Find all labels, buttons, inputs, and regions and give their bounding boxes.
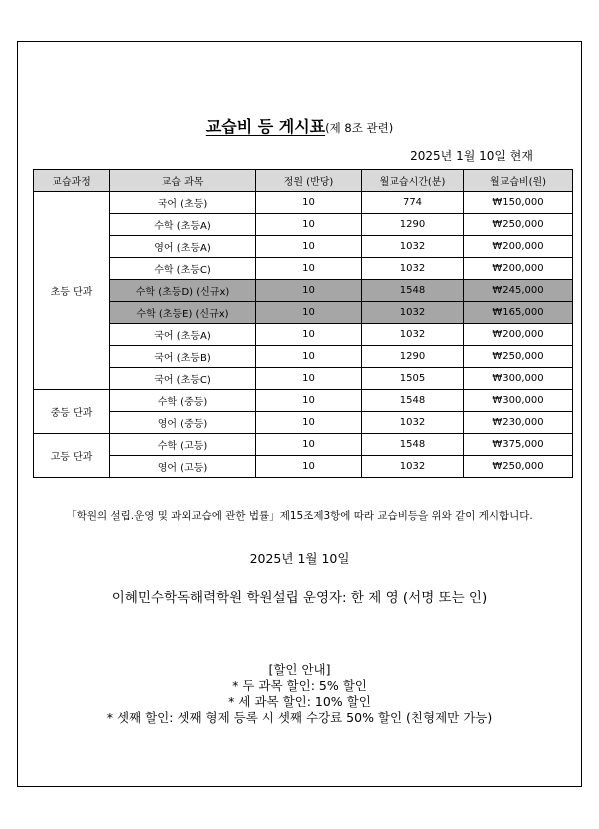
subject-cell: 수학 (초등C) [110,258,256,280]
document-page [17,41,582,787]
title-sub: (제 8조 관련) [325,121,394,135]
table-row [34,390,573,412]
discount-item: * 두 과목 할인: 5% 할인 [232,678,367,693]
fee-cell: ₩250,000 [464,346,573,368]
header-fee: 월교습비(원) [464,170,573,192]
minutes-cell: 1032 [362,302,464,324]
course-category-cell: 중등 단과 [34,390,110,434]
capacity-cell: 10 [256,390,362,412]
capacity-cell: 10 [256,302,362,324]
subject-cell: 수학 (초등A) [110,214,256,236]
minutes-cell: 1548 [362,434,464,456]
table-row [34,236,573,258]
fee-cell: ₩230,000 [464,412,573,434]
table-row [34,214,573,236]
capacity-cell: 10 [256,456,362,478]
capacity-cell: 10 [256,214,362,236]
fee-cell: ₩150,000 [464,192,573,214]
minutes-cell: 1548 [362,390,464,412]
title-main: 교습비 등 게시표 [205,117,326,136]
capacity-cell: 10 [256,258,362,280]
minutes-cell: 774 [362,192,464,214]
capacity-cell: 10 [256,236,362,258]
fee-cell: ₩375,000 [464,434,573,456]
fee-cell: ₩200,000 [464,258,573,280]
capacity-cell: 10 [256,346,362,368]
table-row [34,302,573,324]
table-row [34,324,573,346]
table-row [34,434,573,456]
fee-table-body [34,192,573,478]
table-row [34,412,573,434]
subject-cell: 국어 (초등A) [110,324,256,346]
as-of-date: 2025년 1월 10일 현재 [410,149,533,163]
document-title [18,114,581,137]
subject-cell: 수학 (고등) [110,434,256,456]
capacity-cell: 10 [256,192,362,214]
capacity-cell: 10 [256,280,362,302]
fee-cell: ₩250,000 [464,214,573,236]
table-row [34,280,573,302]
course-category-cell: 고등 단과 [34,434,110,478]
minutes-cell: 1032 [362,324,464,346]
minutes-cell: 1032 [362,456,464,478]
fee-cell: ₩300,000 [464,368,573,390]
discount-item: * 세 과목 할인: 10% 할인 [228,694,371,709]
course-category-cell: 초등 단과 [34,192,110,390]
fee-cell: ₩245,000 [464,280,573,302]
header-subject: 교습 과목 [110,170,256,192]
minutes-cell: 1032 [362,236,464,258]
header-course: 교습과정 [34,170,110,192]
subject-cell: 국어 (초등) [110,192,256,214]
capacity-cell: 10 [256,434,362,456]
fee-cell: ₩300,000 [464,390,573,412]
table-row [34,258,573,280]
header-minutes: 월교습시간(분) [362,170,464,192]
minutes-cell: 1290 [362,346,464,368]
operator-signature-line: 이혜민수학독해력학원 학원설립 운영자: 한 제 영 (서명 또는 인) [111,590,488,606]
fee-cell: ₩200,000 [464,324,573,346]
fee-cell: ₩250,000 [464,456,573,478]
subject-cell: 수학 (초등E) (신규x) [110,302,256,324]
capacity-cell: 10 [256,412,362,434]
minutes-cell: 1505 [362,368,464,390]
subject-cell: 수학 (중등) [110,390,256,412]
subject-cell: 국어 (초등B) [110,346,256,368]
discount-info [18,662,581,726]
subject-cell: 영어 (고등) [110,456,256,478]
table-row [34,456,573,478]
fee-table [33,169,573,478]
capacity-cell: 10 [256,368,362,390]
minutes-cell: 1548 [362,280,464,302]
legal-notice: 「학원의 설립.운영 및 과외교습에 관한 법률」제15조제3항에 따라 교습비등을 위와 같이 게시합니다. [66,510,533,522]
table-header-row [34,170,573,192]
discount-item: * 셋째 할인: 셋째 형제 등록 시 셋째 수강료 50% 할인 (친형제만 가능) [106,710,493,725]
table-row [34,368,573,390]
sign-date: 2025년 1월 10일 [249,551,350,566]
header-capacity: 정원 (반당) [256,170,362,192]
minutes-cell: 1032 [362,258,464,280]
subject-cell: 영어 (초등A) [110,236,256,258]
subject-cell: 국어 (초등C) [110,368,256,390]
subject-cell: 영어 (중등) [110,412,256,434]
table-row [34,192,573,214]
minutes-cell: 1032 [362,412,464,434]
fee-cell: ₩200,000 [464,236,573,258]
subject-cell: 수학 (초등D) (신규x) [110,280,256,302]
discount-heading: [할인 안내] [268,662,331,677]
capacity-cell: 10 [256,324,362,346]
minutes-cell: 1290 [362,214,464,236]
table-row [34,346,573,368]
fee-cell: ₩165,000 [464,302,573,324]
